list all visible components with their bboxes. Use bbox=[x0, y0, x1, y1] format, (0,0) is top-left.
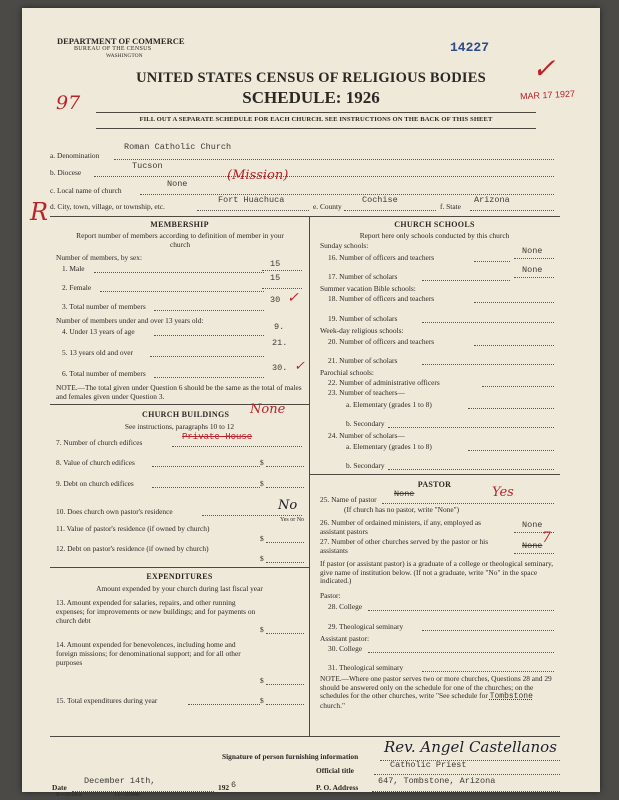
pastor-title: PASTOR bbox=[417, 480, 452, 489]
census-schedule-document bbox=[22, 8, 600, 798]
teachers-elementary-label: a. Elementary (grades 1 to 8) bbox=[346, 400, 432, 409]
male-value: 15 bbox=[270, 259, 281, 269]
edifice-value-label: 8. Value of church edifices bbox=[56, 458, 135, 467]
pastor-residence-label: 10. Does church own pastor's residence bbox=[56, 507, 173, 516]
sunday-scholars-label: 17. Number of scholars bbox=[328, 272, 398, 281]
other-churches-label: 27. Number of other churches served by the pastor or his assistants bbox=[320, 537, 489, 555]
multi-church-note-value: Tombstone bbox=[489, 692, 533, 702]
benevolences-dollar: $ bbox=[260, 676, 264, 685]
address-label: P. O. Address bbox=[316, 783, 359, 792]
state-label: f. State bbox=[440, 202, 461, 211]
denomination-value: Roman Catholic Church bbox=[124, 142, 232, 152]
running-expenses-dollar: $ bbox=[260, 625, 264, 634]
pastor-name-annotation: Yes bbox=[492, 485, 514, 500]
over-13-value: 21. bbox=[272, 338, 288, 348]
pastor-college-label: 28. College bbox=[328, 602, 363, 611]
teachers-secondary-label: b. Secondary bbox=[346, 419, 385, 428]
total-members-value: 30 bbox=[270, 295, 281, 305]
signature-value: Rev. Angel Castellanos bbox=[384, 738, 557, 756]
margin-number: 97 bbox=[56, 92, 81, 114]
assistant-pastors-label: 26. Number of ordained ministers, if any, employed as assistant pastors bbox=[320, 518, 482, 536]
sunday-schools-label: Sunday schools: bbox=[320, 241, 369, 250]
church-edifices-value: Private House bbox=[182, 432, 253, 442]
church-schools-title: CHURCH SCHOOLS bbox=[394, 220, 475, 229]
multi-church-note-end: church." bbox=[320, 700, 345, 710]
running-expenses-label: 13. Amount expended for salaries, repairs, and other running expenses; for improvements or new buildings; and for payments on church debt bbox=[56, 598, 256, 626]
local-name-label: c. Local name of church bbox=[50, 186, 122, 195]
county-label: e. County bbox=[313, 202, 342, 211]
pastor-name-label: 25. Name of pastor bbox=[320, 495, 377, 504]
edifice-value-dollar: $ bbox=[260, 458, 264, 467]
assistant-pastors-value: None bbox=[522, 520, 543, 530]
total-expenditures-label: 15. Total expenditures during year bbox=[56, 696, 158, 705]
county-value: Cochise bbox=[362, 195, 398, 205]
weekday-schools-label: Week-day religious schools: bbox=[320, 326, 404, 335]
schools-intro: Report here only schools conducted by this church bbox=[359, 231, 510, 240]
schedule-number: 14227 bbox=[450, 40, 490, 55]
year-prefix: 192 bbox=[218, 783, 230, 792]
assistant-subhead: Assistant pastor: bbox=[320, 634, 370, 643]
other-churches-annotation: 7 bbox=[542, 530, 551, 546]
church-buildings-title: CHURCH BUILDINGS bbox=[142, 410, 230, 419]
diocese-value: Tucson bbox=[132, 161, 163, 171]
weekday-officers-label: 20. Number of officers and teachers bbox=[328, 337, 435, 346]
by-sex-label: Number of members, by sex: bbox=[56, 253, 142, 262]
received-stamp-date: MAR 17 1927 bbox=[519, 88, 576, 102]
diocese-label: b. Diocese bbox=[50, 168, 82, 177]
teachers-label: 23. Number of teachers— bbox=[328, 388, 405, 397]
total-members-label: 3. Total number of members bbox=[62, 302, 146, 311]
form-title: UNITED STATES CENSUS OF RELIGIOUS BODIES bbox=[136, 70, 486, 86]
total-members-age-label: 6. Total number of members bbox=[62, 369, 146, 378]
parochial-schools-label: Parochial schools: bbox=[320, 368, 374, 377]
assistant-college-label: 30. College bbox=[328, 644, 363, 653]
sunday-scholars-value: None bbox=[522, 265, 543, 275]
total-members-age-value: 30. bbox=[272, 363, 288, 373]
local-name-value: None bbox=[167, 179, 188, 189]
buildings-none-annotation: None bbox=[250, 402, 286, 417]
membership-note: NOTE.—The total given under Question 6 should be the same as the total of males and females given under Question 3. bbox=[56, 383, 302, 401]
total-check-icon: ✓ bbox=[287, 290, 299, 306]
form-code-1: S—5518 a bbox=[56, 792, 82, 798]
yes-no-hint: Yes or No bbox=[280, 517, 305, 523]
official-title-label: Official title bbox=[316, 766, 354, 775]
year-suffix: 6 bbox=[231, 780, 237, 790]
edifice-debt-label: 9. Debt on church edifices bbox=[56, 479, 134, 488]
multi-church-note-text: NOTE.—Where one pastor serves two or more churches, Questions 28 and 29 should be answered only on the schedule for one of the churches; on the schedules for the other churches, write "See schedule for bbox=[320, 674, 552, 701]
under-13-value: 9. bbox=[274, 322, 285, 332]
total-expenditures-dollar: $ bbox=[260, 696, 264, 705]
sunday-officers-value: None bbox=[522, 246, 543, 256]
bureau-city: WASHINGTON bbox=[106, 53, 143, 59]
membership-title: MEMBERSHIP bbox=[150, 220, 209, 229]
date-label: Date bbox=[52, 783, 67, 792]
residence-debt-dollar: $ bbox=[260, 554, 264, 563]
scholars-label: 24. Number of scholars— bbox=[328, 431, 405, 440]
pastor-name-value: None bbox=[394, 489, 415, 499]
mission-annotation: (Mission) bbox=[227, 168, 289, 183]
benevolences-label: 14. Amount expended for benevolences, including home and foreign missions; for denominational support; and for all other purposes bbox=[56, 640, 241, 668]
signature-label: Signature of person furnishing information bbox=[222, 752, 359, 761]
fill-instruction: FILL OUT A SEPARATE SCHEDULE FOR EACH CHURCH. SEE INSTRUCTIONS ON THE BACK OF THIS SHEET bbox=[139, 116, 493, 123]
official-title-value: Catholic Priest bbox=[390, 760, 467, 770]
expenditures-intro: Amount expended by your church during last fiscal year bbox=[96, 584, 263, 593]
pastor-seminary-label: 29. Theological seminary bbox=[328, 622, 404, 631]
male-label: 1. Male bbox=[62, 264, 85, 273]
department-title: DEPARTMENT OF COMMERCE bbox=[57, 36, 185, 46]
vacation-scholars-label: 19. Number of scholars bbox=[328, 314, 398, 323]
residence-debt-label: 12. Debt on pastor's residence (if owned by church) bbox=[56, 544, 209, 553]
sunday-officers-label: 16. Number of officers and teachers bbox=[328, 253, 435, 262]
church-edifices-label: 7. Number of church edifices bbox=[56, 438, 143, 447]
check-mark-icon: ✓ bbox=[532, 52, 556, 85]
multi-church-note bbox=[320, 675, 556, 710]
age-check-icon: ✓ bbox=[294, 359, 305, 374]
city-value: Fort Huachuca bbox=[218, 195, 285, 205]
age-group-label: Number of members under and over 13 years old: bbox=[56, 316, 204, 325]
membership-intro: Report number of members according to definition of member in your church bbox=[76, 231, 284, 249]
denomination-label: a. Denomination bbox=[50, 151, 100, 160]
other-churches-value: None bbox=[522, 541, 543, 551]
female-value: 15 bbox=[270, 273, 281, 283]
address-value: 647, Tombstone, Arizona bbox=[378, 776, 496, 786]
date-value: December 14th, bbox=[84, 776, 156, 786]
residence-value-label: 11. Value of pastor's residence (if owned by church) bbox=[56, 524, 210, 533]
residence-value-dollar: $ bbox=[260, 534, 264, 543]
over-13-label: 5. 13 years old and over bbox=[62, 348, 134, 357]
bureau-name: BUREAU OF THE CENSUS bbox=[74, 46, 152, 52]
scholars-secondary-label: b. Secondary bbox=[346, 461, 385, 470]
female-label: 2. Female bbox=[62, 283, 92, 292]
vacation-officers-label: 18. Number of officers and teachers bbox=[328, 294, 435, 303]
graduate-note: If pastor (or assistant pastor) is a graduate of a college or theological seminary, give name of institution below. (If not a graduate, write "No" in the space indicated.) bbox=[320, 559, 554, 586]
expenditures-title: EXPENDITURES bbox=[146, 572, 213, 581]
admin-officers-label: 22. Number of administrative officers bbox=[328, 378, 440, 387]
scholars-elementary-label: a. Elementary (grades 1 to 8) bbox=[346, 442, 432, 451]
pastor-subhead: Pastor: bbox=[320, 591, 341, 600]
vacation-schools-label: Summer vacation Bible schools: bbox=[320, 284, 416, 293]
city-label: d. City, town, village, or township, etc. bbox=[50, 202, 165, 211]
buildings-instructions: See instructions, paragraphs 10 to 12 bbox=[124, 422, 235, 431]
pastor-name-note: (If church has no pastor, write "None") bbox=[344, 505, 460, 514]
assistant-seminary-label: 31. Theological seminary bbox=[328, 663, 404, 672]
pastor-residence-value: No bbox=[278, 498, 298, 513]
under-13-label: 4. Under 13 years of age bbox=[62, 327, 135, 336]
form-code-2: 11—9564c bbox=[114, 792, 141, 798]
state-value: Arizona bbox=[474, 195, 510, 205]
weekday-scholars-label: 21. Number of scholars bbox=[328, 356, 398, 365]
edifice-debt-dollar: $ bbox=[260, 479, 264, 488]
schedule-year: SCHEDULE: 1926 bbox=[242, 88, 380, 107]
margin-letter: R bbox=[30, 198, 49, 226]
